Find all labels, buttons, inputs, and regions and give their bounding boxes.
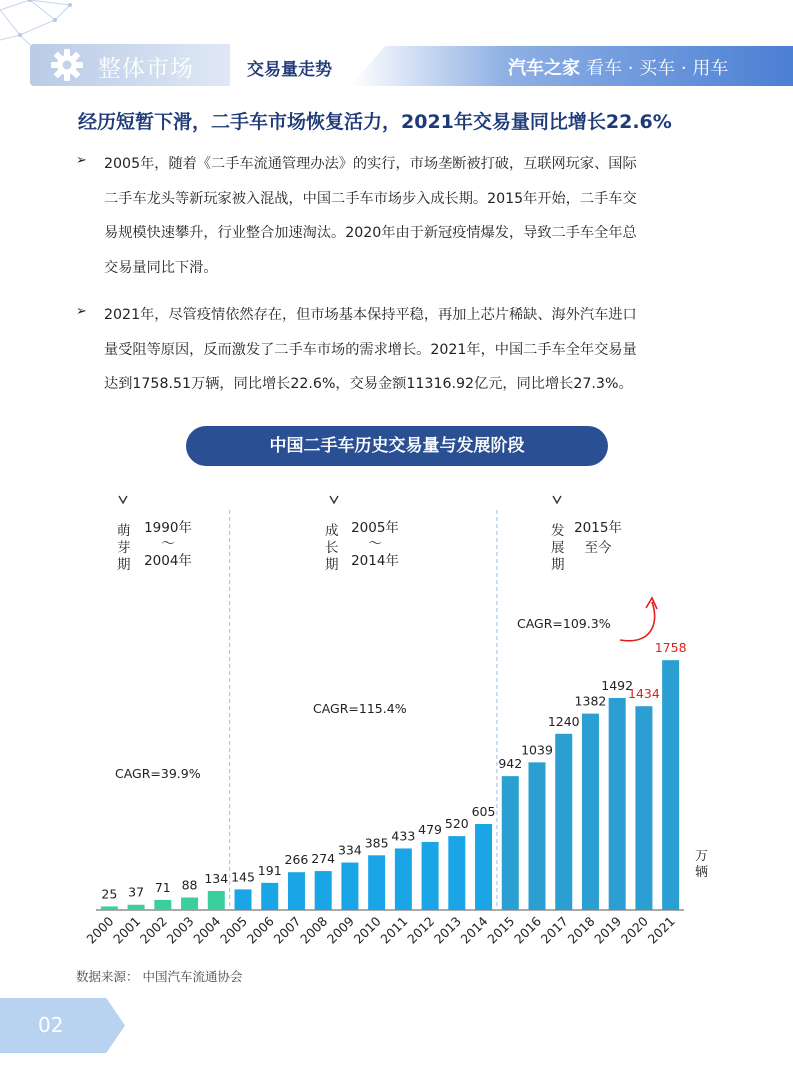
bar-2018: [582, 714, 599, 910]
x-tick-label: 2007: [270, 913, 304, 947]
phase-marker-icon: [330, 496, 338, 503]
phase-name: 萌芽期: [117, 523, 131, 573]
bar-value-label: 479: [418, 821, 443, 837]
bar-value-label: 191: [257, 862, 282, 878]
bar-value-label: 37: [128, 884, 145, 900]
phase-period-end: 至今: [584, 540, 612, 556]
brand-slogan: 看车 · 买车 · 用车: [586, 58, 729, 79]
bar-value-label: 334: [337, 842, 362, 858]
bar-value-label: 385: [364, 835, 389, 851]
section-title: 整体市场: [98, 56, 194, 82]
x-tick-label: 2000: [83, 913, 117, 947]
gear-icon: [50, 48, 84, 82]
bar-value-label: 1039: [521, 742, 553, 758]
bar-value-label: 1492: [601, 677, 634, 693]
bar-2006: [261, 883, 278, 910]
chart-title: 中国二手车历史交易量与发展阶段: [186, 426, 608, 466]
bar-2002: [154, 900, 171, 910]
phase-period-start: 1990年: [144, 520, 192, 536]
bar-2020: [635, 706, 652, 910]
x-tick-label: 2012: [404, 913, 438, 947]
unit-label: 万辆: [695, 849, 709, 880]
bar-value-label: 1382: [574, 693, 607, 709]
x-tick-label: 2020: [617, 913, 652, 947]
x-tick-label: 2004: [190, 913, 224, 947]
x-tick-label: 2021: [644, 913, 678, 947]
x-tick-label: 2006: [243, 913, 277, 947]
paragraph-line: 2021年，尽管疫情依然存在，但市场基本保持平稳，再加上芯片稀缺、海外汽车进口: [104, 307, 637, 323]
bar-2017: [555, 734, 572, 910]
x-tick-label: 2017: [537, 913, 571, 947]
bullet-arrow-icon: ➢: [76, 153, 87, 168]
bar-value-label: 433: [391, 828, 416, 844]
paragraph-line: 2005年，随着《二手车流通管理办法》的实行，市场垄断被打破，互联网玩家、国际: [104, 156, 637, 172]
phase-period-separator: ～: [368, 536, 382, 552]
bar-2004: [208, 891, 225, 910]
bar-2009: [341, 863, 358, 910]
x-tick-label: 2009: [323, 913, 358, 947]
x-tick-label: 2001: [110, 913, 144, 947]
phase-name: 发展期: [551, 523, 565, 573]
paragraph-line: 交易量同比下滑。: [104, 259, 218, 276]
bar-2001: [128, 905, 145, 910]
paragraph-line: 达到1758.51万辆，同比增长22.6%，交易金额11316.92亿元，同比增长27.3%。: [104, 376, 633, 392]
x-tick-label: 2014: [457, 913, 491, 947]
x-tick-label: 2008: [297, 913, 331, 947]
bar-2010: [368, 855, 385, 910]
bar-2000: [101, 906, 118, 910]
x-tick-label: 2005: [217, 913, 251, 947]
bar-value-label: 88: [181, 877, 198, 893]
bar-value-label: 266: [284, 852, 309, 868]
bar-value-label: 1758: [654, 640, 687, 656]
x-tick-label: 2018: [564, 913, 598, 947]
bar-2021: [662, 660, 679, 910]
phase-marker-icon: [553, 496, 561, 503]
topic-tab-label: 交易量走势: [247, 60, 332, 80]
phase-period-start: 2015年: [574, 520, 622, 536]
phase-marker-icon: [119, 496, 127, 503]
x-tick-label: 2013: [430, 913, 464, 947]
bar-2003: [181, 897, 198, 910]
phase-period-separator: ～: [161, 536, 175, 552]
paragraph-line: 量受阻等原因，反而激发了二手车市场的需求增长。2021年，中国二手车全年交易量: [104, 341, 637, 358]
bar-2005: [235, 889, 252, 910]
x-tick-label: 2016: [511, 913, 545, 947]
bar-2012: [422, 842, 439, 910]
paragraph-1: [104, 147, 714, 285]
bar-2007: [288, 872, 305, 910]
x-tick-label: 2010: [350, 913, 384, 947]
bar-value-label: 25: [101, 886, 118, 902]
bar-value-label: 134: [204, 870, 229, 886]
growth-arrowhead-icon: [646, 598, 657, 609]
bar-2011: [395, 848, 412, 910]
bar-2019: [609, 698, 626, 910]
cagr-label: CAGR=109.3%: [517, 616, 611, 631]
phase-period-end: 2014年: [351, 553, 399, 569]
bar-2013: [448, 836, 465, 910]
bar-2015: [502, 776, 519, 910]
page-headline: 经历短暂下滑，二手车市场恢复活力，2021年交易量同比增长22.6%: [78, 111, 672, 133]
brand-text: [508, 54, 728, 80]
cagr-label: CAGR=39.9%: [115, 766, 201, 781]
paragraph-2: [104, 298, 714, 402]
cagr-label: CAGR=115.4%: [313, 701, 407, 716]
growth-arrow-icon: [620, 602, 655, 641]
x-tick-label: 2002: [136, 913, 170, 947]
x-tick-label: 2011: [377, 913, 411, 947]
phase-period-start: 2005年: [351, 520, 399, 536]
x-tick-label: 2003: [163, 913, 197, 947]
x-tick-label: 2015: [484, 913, 518, 947]
bullet-arrow-icon: ➢: [76, 304, 87, 319]
paragraph-line: 易规模快速攀升，行业整合加速淘汰。2020年由于新冠疫情爆发，导致二手车全年总: [104, 225, 637, 241]
bar-2014: [475, 824, 492, 910]
x-tick-label: 2019: [591, 913, 625, 947]
phase-period-end: 2004年: [144, 553, 192, 569]
bar-value-label: 145: [231, 869, 255, 885]
bar-value-label: 605: [471, 804, 496, 820]
data-source-note: 数据来源： 中国汽车流通协会: [76, 969, 243, 984]
bar-value-label: 1240: [547, 713, 580, 729]
bar-value-label: 71: [154, 879, 171, 895]
bar-value-label: 1434: [628, 686, 660, 702]
bar-chart: [0, 480, 793, 960]
bar-value-label: 520: [444, 816, 469, 832]
page-number: 02: [38, 1013, 64, 1037]
bar-value-label: 942: [498, 756, 523, 772]
bar-2008: [315, 871, 332, 910]
phase-name: 成长期: [325, 523, 339, 573]
bar-value-label: 274: [311, 851, 336, 867]
paragraph-line: 二手车龙头等新玩家被入混战，中国二手车市场步入成长期。2015年开始，二手车交: [104, 190, 637, 207]
brand-name: 汽车之家: [508, 58, 580, 79]
bar-2016: [529, 762, 546, 910]
